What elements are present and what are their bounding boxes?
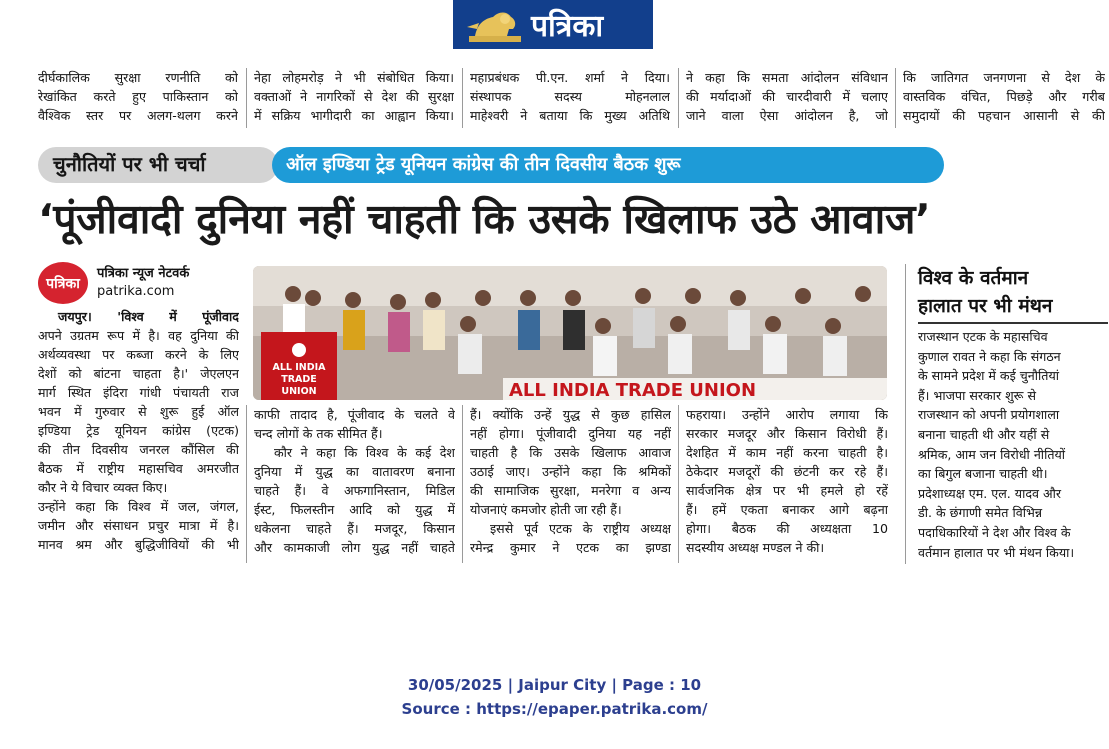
top-column-5 <box>903 68 1105 128</box>
text-line: अर्थव्यवस्था पर कब्जा करने के लिए <box>38 347 239 362</box>
kicker-grey-text: चुनौतियों पर भी चर्चा <box>53 152 206 176</box>
text-line: दुनिया में युद्ध का वातावरण बनाना <box>254 464 455 479</box>
text-line: कि जातिगत जनगणना से देश के <box>903 70 1105 85</box>
column-divider <box>895 68 896 128</box>
text-line: उठाई जाए। उन्होंने कहा कि श्रमिकों <box>470 464 671 479</box>
kicker-blue-text: ऑल इण्डिया ट्रेड यूनियन कांग्रेस की तीन दिवसीय बैठक शुरू <box>286 154 681 175</box>
column-divider <box>246 68 247 128</box>
text-line: महाप्रबंधक पी.एन. शर्मा ने दिया। <box>470 70 670 85</box>
text-line: ने कहा कि समता आंदोलन संविधान <box>686 70 888 85</box>
text-line: श्रमिक, आम जन विरोधी नीतियों <box>918 446 1066 462</box>
text-line: की मर्यादाओं की चारदीवारी में चलाए <box>686 89 888 104</box>
text-line: माहेश्वरी ने बताया कि मुख्य अतिथि <box>470 108 670 123</box>
top-column-4 <box>686 68 888 128</box>
text-line: हैं। हमें एकता बनाकर आगे बढ़ना <box>686 502 888 517</box>
text-line: और कामकाजी लोग युद्ध नहीं चाहते <box>254 540 455 555</box>
text-line: की तीन दिवसीय जनरल कौंसिल की <box>38 442 239 457</box>
text-line: सदस्यीय अध्यक्ष मण्डल ने की। <box>686 540 825 555</box>
text-line: सरकार मजदूर और किसान विरोधी हैं। <box>686 426 888 441</box>
masthead-brand: पत्रिका <box>531 9 604 44</box>
body-column-4 <box>686 405 888 565</box>
text-line: भवन में गुरुवार से शुरू हुई ऑल <box>38 404 239 419</box>
text-line: की सामाजिक सुरक्षा, मनरेगा व अन्य <box>470 483 671 498</box>
sidebar-divider <box>905 264 906 564</box>
patrika-logo <box>38 262 88 304</box>
side-body <box>918 327 1106 565</box>
side-headline-line: विश्व के वर्तमान <box>918 267 1029 289</box>
text-line: जयपुर। 'विश्व में पूंजीवाद <box>58 309 239 324</box>
text-line: अपने उग्रतम रूप में है। वह दुनिया की <box>38 328 239 343</box>
body-column-3 <box>470 405 671 565</box>
text-line: चन्द लोगों के तक सीमित हैं। <box>254 426 383 441</box>
text-line: कौर ने ये विचार व्यक्त किए। <box>38 480 168 495</box>
text-line: नहीं होगा। पूंजीवादी दुनिया यह नहीं <box>470 426 671 441</box>
photo-banner-bottom: ALL INDIA TRADE UNION <box>503 378 887 400</box>
text-line: इससे पूर्व एटक के राष्ट्रीय अध्यक्ष <box>490 521 671 536</box>
text-line: काफी तादाद है, पूंजीवाद के चलते वे <box>254 407 455 422</box>
column-divider <box>462 405 463 563</box>
text-line: के सामने प्रदेश में कई चुनौतियां <box>918 368 1060 384</box>
text-line: हैं। क्योंकि उन्हें युद्ध से कुछ हासिल <box>470 407 671 422</box>
text-line: चाहती है कि उसके खिलाफ आवाज <box>470 445 671 460</box>
text-line: रेखांकित करते हुए पाकिस्तान को <box>38 89 238 104</box>
text-line: पदाधिकारियों ने देश और विश्व के <box>918 524 1071 540</box>
text-line: मार्ग स्थित इंदिरा गांधी पंचायती राज <box>38 385 239 400</box>
text-line: हैं। भाजपा सरकार शुरू से <box>918 387 1036 403</box>
text-line: कुणाल रावत ने कहा कि संगठन <box>918 348 1061 364</box>
text-line: प्रदेशाध्यक्ष एम. एल. यादव और <box>918 485 1062 501</box>
text-line: वक्ताओं ने नागरिकों से देश की सुरक्षा <box>254 89 454 104</box>
body-column-2 <box>254 405 455 565</box>
text-line: चाहते हैं। वे अफगानिस्तान, मिडिल <box>254 483 455 498</box>
text-line: वास्तविक वंचित, पिछड़े और गरीब <box>903 89 1105 104</box>
text-line: फहराया। उन्होंने आरोप लगाया कि <box>686 407 888 422</box>
column-divider <box>678 405 679 563</box>
text-line: नेहा लोहमरोड़ ने भी संबोधित किया। <box>254 70 454 85</box>
body-column-1 <box>38 307 239 561</box>
column-divider <box>678 68 679 128</box>
text-line: समुदायों की पहचान आसानी से की <box>903 108 1105 123</box>
text-line: का बिगुल बजाना चाहती थी। <box>918 466 1048 482</box>
photo-banner-left: ALL INDIA TRADE UNION <box>272 362 326 397</box>
byline: पत्रिका न्यूज नेटवर्क <box>97 266 190 281</box>
text-line: इण्डिया ट्रेड यूनियन कांग्रेस (एटक) <box>38 423 239 438</box>
website: patrika.com <box>97 284 175 299</box>
top-column-2 <box>254 68 454 128</box>
text-line: डी. के छंगाणी समेत विभिन्न <box>918 505 1043 521</box>
text-line: रमेन्द्र कुमार ने एटक का झण्डा <box>470 540 671 555</box>
text-line: में सक्रिय भागीदारी का आह्वान किया। <box>254 108 454 123</box>
column-divider <box>246 405 247 563</box>
text-line: योजनाएं कमजोर होती जा रही हैं। <box>470 502 622 517</box>
text-line: दीर्घकालिक सुरक्षा रणनीति को <box>38 70 238 85</box>
footer-source-link[interactable]: Source : https://epaper.patrika.com/ <box>401 700 708 718</box>
kicker-blue <box>272 147 944 183</box>
text-line: देशों को बांटना चाहता है।' जेएलएन <box>38 366 239 381</box>
text-line: मानव श्रम और बुद्धिजीवियों की भी <box>38 537 239 552</box>
side-headline-rule <box>918 322 1108 324</box>
text-line: देशहित में काम नहीं करना चाहती है। <box>686 445 888 460</box>
text-line: बैठक में राष्ट्रीय महासचिव अमरजीत <box>38 461 239 476</box>
text-line: उन्होंने कहा कि विश्व में जल, जंगल, <box>38 499 239 514</box>
text-line: जाने वाला ऐसा आंदोलन है, जो <box>686 108 888 123</box>
lion-emblem-icon <box>463 5 525 45</box>
text-line: जमीन और संसाधन प्रचुर मात्रा में है। <box>38 518 239 533</box>
footer-date-line: 30/05/2025 | Jaipur City | Page : 10 <box>407 676 702 694</box>
side-headline-line: हालात पर भी मंथन <box>918 295 1053 317</box>
top-column-3 <box>470 68 670 128</box>
news-photo <box>253 266 887 400</box>
masthead <box>453 0 653 49</box>
text-line: वर्तमान हालात पर भी मंथन किया। <box>918 544 1075 560</box>
text-line: वैश्विक स्तर पर अलग-थलग करने <box>38 108 238 123</box>
text-line: सार्वजनिक क्षेत्र पर भी हमले हो रहें <box>686 483 888 498</box>
text-line: बनाना चाहती थी और यहीं से <box>918 426 1050 442</box>
text-line: होगा। बैठक की अध्यक्षता 10 <box>686 521 888 536</box>
text-line: धकेलना चाहते हैं। मजदूर, किसान <box>254 521 455 536</box>
text-line: संस्थापक सदस्य मोहनलाल <box>470 89 670 104</box>
side-headline <box>918 264 1106 320</box>
patrika-logo-text: पत्रिका <box>46 275 80 292</box>
text-line: ठेकेदार मजदूरों की छंटनी कर रहे हैं। <box>686 464 888 479</box>
text-line: राजस्थान को अपनी प्रयोगशाला <box>918 407 1060 423</box>
text-line: ईस्ट, फिलस्तीन आदि को युद्ध में <box>254 502 455 517</box>
headline: ‘पूंजीवादी दुनिया नहीं चाहती कि उसके खिलाफ उठे आवाज’ <box>38 195 931 243</box>
column-divider <box>462 68 463 128</box>
text-line: कौर ने कहा कि विश्व के कई देश <box>274 445 455 460</box>
kicker-grey <box>38 147 278 183</box>
top-column-1 <box>38 68 238 128</box>
text-line: राजस्थान एटक के महासचिव <box>918 329 1048 344</box>
